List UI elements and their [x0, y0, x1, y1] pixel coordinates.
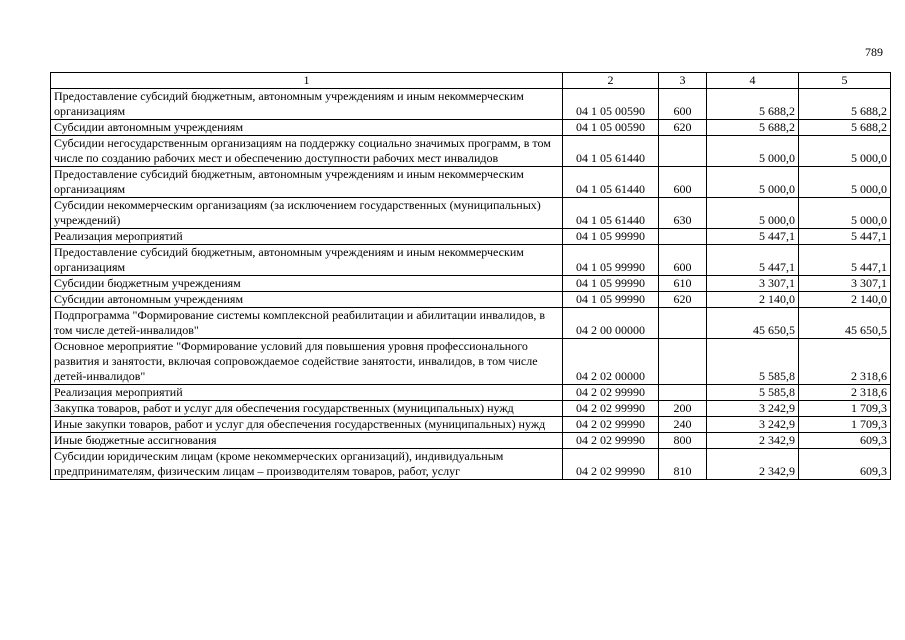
row-amount-1: 5 000,0 — [707, 167, 799, 198]
row-code: 04 1 05 99990 — [563, 292, 659, 308]
row-amount-1: 5 447,1 — [707, 245, 799, 276]
table-header-row — [51, 73, 891, 89]
table-row — [51, 136, 891, 167]
row-expense-type: 620 — [659, 292, 707, 308]
row-amount-1: 5 688,2 — [707, 120, 799, 136]
row-expense-type: 600 — [659, 167, 707, 198]
row-name: Субсидии негосударственным организациям на поддержку социально значимых программ, в том числе по созданию рабочих мест и обеспечению доступности рабочих мест инвалидов — [51, 136, 563, 167]
row-amount-2: 5 447,1 — [799, 229, 891, 245]
row-amount-1: 5 000,0 — [707, 198, 799, 229]
row-code: 04 1 05 99990 — [563, 276, 659, 292]
row-name: Предоставление субсидий бюджетным, автономным учреждениям и иным некоммерческим организациям — [51, 167, 563, 198]
row-expense-type — [659, 385, 707, 401]
row-expense-type — [659, 339, 707, 385]
header-col-5: 5 — [799, 73, 891, 89]
row-amount-2: 5 000,0 — [799, 198, 891, 229]
row-amount-1: 45 650,5 — [707, 308, 799, 339]
row-amount-1: 3 242,9 — [707, 417, 799, 433]
table-row — [51, 292, 891, 308]
row-code: 04 2 02 99990 — [563, 417, 659, 433]
row-expense-type: 600 — [659, 245, 707, 276]
row-amount-1: 5 585,8 — [707, 339, 799, 385]
table-row — [51, 245, 891, 276]
row-amount-2: 5 688,2 — [799, 120, 891, 136]
row-amount-1: 2 140,0 — [707, 292, 799, 308]
table-row — [51, 229, 891, 245]
row-expense-type: 200 — [659, 401, 707, 417]
row-name: Субсидии юридическим лицам (кроме некоммерческих организаций), индивидуальным предпринимателям, физическим лицам – производителям товаров, работ, услуг — [51, 449, 563, 480]
row-expense-type: 630 — [659, 198, 707, 229]
table-row — [51, 339, 891, 385]
table-row — [51, 433, 891, 449]
row-name: Иные закупки товаров, работ и услуг для обеспечения государственных (муниципальных) нужд — [51, 417, 563, 433]
row-expense-type: 610 — [659, 276, 707, 292]
row-code: 04 2 00 00000 — [563, 308, 659, 339]
row-name: Субсидии бюджетным учреждениям — [51, 276, 563, 292]
row-name: Субсидии некоммерческим организациям (за исключением государственных (муниципальных) учреждений) — [51, 198, 563, 229]
header-col-4: 4 — [707, 73, 799, 89]
row-code: 04 1 05 00590 — [563, 89, 659, 120]
row-amount-1: 5 447,1 — [707, 229, 799, 245]
row-expense-type: 620 — [659, 120, 707, 136]
row-code: 04 2 02 99990 — [563, 433, 659, 449]
row-expense-type — [659, 308, 707, 339]
row-name: Субсидии автономным учреждениям — [51, 292, 563, 308]
row-name: Закупка товаров, работ и услуг для обеспечения государственных (муниципальных) нужд — [51, 401, 563, 417]
table-row — [51, 401, 891, 417]
row-amount-2: 609,3 — [799, 449, 891, 480]
table-body — [51, 89, 891, 480]
row-amount-2: 2 318,6 — [799, 339, 891, 385]
table-row — [51, 276, 891, 292]
row-code: 04 1 05 61440 — [563, 167, 659, 198]
row-amount-2: 3 307,1 — [799, 276, 891, 292]
table-row — [51, 385, 891, 401]
row-name: Реализация мероприятий — [51, 385, 563, 401]
row-amount-2: 1 709,3 — [799, 417, 891, 433]
row-amount-2: 609,3 — [799, 433, 891, 449]
row-amount-2: 5 000,0 — [799, 136, 891, 167]
row-expense-type: 600 — [659, 89, 707, 120]
row-amount-2: 45 650,5 — [799, 308, 891, 339]
row-expense-type: 810 — [659, 449, 707, 480]
table-row — [51, 120, 891, 136]
row-name: Основное мероприятие "Формирование условий для повышения уровня профессионального развития и занятости, включая сопровождаемое содействие занятости, инвалидов, в том числе детей-инвалидов" — [51, 339, 563, 385]
row-name: Субсидии автономным учреждениям — [51, 120, 563, 136]
row-code: 04 1 05 99990 — [563, 229, 659, 245]
row-name: Иные бюджетные ассигнования — [51, 433, 563, 449]
table-row — [51, 449, 891, 480]
row-expense-type: 800 — [659, 433, 707, 449]
row-amount-2: 1 709,3 — [799, 401, 891, 417]
row-code: 04 1 05 61440 — [563, 136, 659, 167]
row-expense-type — [659, 136, 707, 167]
row-amount-2: 5 447,1 — [799, 245, 891, 276]
budget-table — [50, 72, 891, 480]
table-row — [51, 167, 891, 198]
row-code: 04 2 02 99990 — [563, 401, 659, 417]
row-amount-2: 2 140,0 — [799, 292, 891, 308]
row-amount-2: 5 000,0 — [799, 167, 891, 198]
row-expense-type: 240 — [659, 417, 707, 433]
row-expense-type — [659, 229, 707, 245]
row-code: 04 2 02 00000 — [563, 339, 659, 385]
table-row — [51, 89, 891, 120]
row-amount-1: 3 242,9 — [707, 401, 799, 417]
row-amount-2: 5 688,2 — [799, 89, 891, 120]
row-code: 04 1 05 61440 — [563, 198, 659, 229]
row-amount-2: 2 318,6 — [799, 385, 891, 401]
row-code: 04 2 02 99990 — [563, 449, 659, 480]
row-amount-1: 5 585,8 — [707, 385, 799, 401]
row-name: Подпрограмма "Формирование системы комплексной реабилитации и абилитации инвалидов, в том числе детей-инвалидов" — [51, 308, 563, 339]
header-col-1: 1 — [51, 73, 563, 89]
row-amount-1: 5 688,2 — [707, 89, 799, 120]
row-code: 04 2 02 99990 — [563, 385, 659, 401]
page-number: 789 — [865, 45, 883, 59]
row-amount-1: 2 342,9 — [707, 433, 799, 449]
row-name: Предоставление субсидий бюджетным, автономным учреждениям и иным некоммерческим организациям — [51, 245, 563, 276]
row-amount-1: 3 307,1 — [707, 276, 799, 292]
row-amount-1: 2 342,9 — [707, 449, 799, 480]
row-name: Предоставление субсидий бюджетным, автономным учреждениям и иным некоммерческим организациям — [51, 89, 563, 120]
row-code: 04 1 05 99990 — [563, 245, 659, 276]
header-col-3: 3 — [659, 73, 707, 89]
row-code: 04 1 05 00590 — [563, 120, 659, 136]
row-amount-1: 5 000,0 — [707, 136, 799, 167]
header-col-2: 2 — [563, 73, 659, 89]
row-name: Реализация мероприятий — [51, 229, 563, 245]
table-row — [51, 308, 891, 339]
table-row — [51, 198, 891, 229]
table-row — [51, 417, 891, 433]
